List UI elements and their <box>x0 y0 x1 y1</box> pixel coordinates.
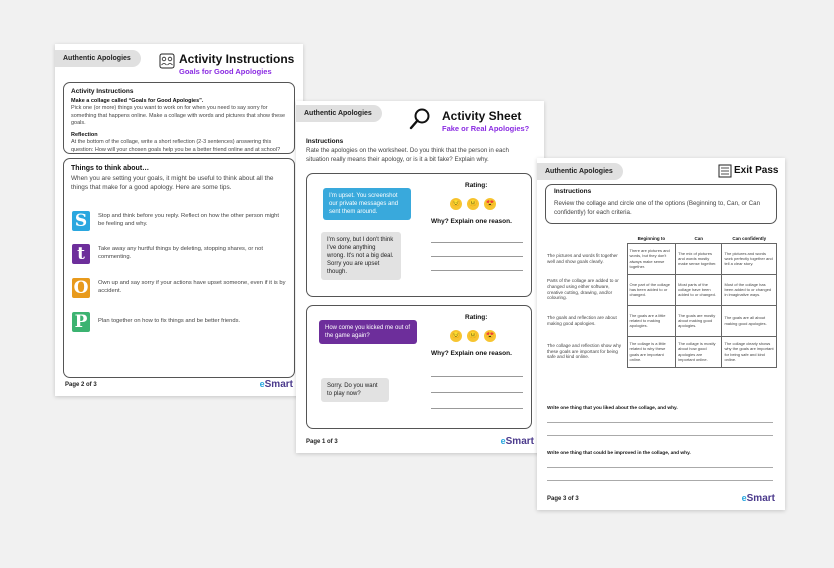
table-row: The goals and reflection are about making good apologies. The goals are a little related to making apologies. The goals are mostly about making good apologies. The goals are all about making good apologies. <box>545 305 777 336</box>
answer-line[interactable] <box>431 242 523 243</box>
sad-face-icon[interactable]: 😔 <box>450 330 462 342</box>
magnifier-icon <box>408 107 432 131</box>
things-intro: When you are setting your goals, it might be useful to think about all the things that make for a good apology. Here are some tips. <box>71 175 274 191</box>
sad-face-icon[interactable]: 😔 <box>450 198 462 210</box>
page-number: Page 3 of 3 <box>547 496 579 502</box>
instructions-heading: Activity Instructions <box>71 88 134 95</box>
things-to-think-box <box>63 158 295 378</box>
page-number: Page 1 of 3 <box>306 439 338 445</box>
instructions-text: Rate the apologies on the worksheet. Do you think that the person in each situation really means their apology, or is it a bit fake? Explain why. <box>306 147 509 163</box>
reflection-text: At the bottom of the collage, write a short reflection (2-3 sentences) answering this question: How will your chosen goals help you be a better friend online and at school? <box>71 139 281 153</box>
people-icon <box>159 53 175 69</box>
scenario-card-2 <box>306 305 532 429</box>
table-header: Can <box>694 235 704 241</box>
table-header: Can confidently <box>732 235 767 241</box>
tip-take-away <box>72 244 286 264</box>
answer-line[interactable] <box>431 376 523 377</box>
answer-line[interactable] <box>431 392 523 393</box>
tip-own-up <box>72 278 286 298</box>
reply-bubble: I'm sorry, but I don't think I've done anything wrong. It's not a big deal. Sorry you are upset though. <box>321 232 401 280</box>
instructions-text: Review the collage and circle one of the options (Beginning to, Can, or Can confidently) for each criteria. <box>554 200 761 216</box>
message-bubble: How come you kicked me out of the game again? <box>319 320 417 344</box>
page-subtitle: Fake or Real Apologies? <box>442 124 530 133</box>
question-liked: Write one thing that you liked about the collage, and why. <box>547 406 678 411</box>
table-header: Beginning to <box>637 235 666 241</box>
letter-t-icon: t <box>72 244 90 264</box>
reply-bubble: Sorry. Do you want to play now? <box>321 378 389 402</box>
neutral-face-icon[interactable]: 😐 <box>467 330 479 342</box>
page-2-activity-instructions <box>55 44 303 396</box>
tip-text: Stop and think before you reply. Reflect on how the other person might be feeling and why. <box>98 213 279 227</box>
esmart-logo: eSmart <box>500 436 534 447</box>
instructions-heading: Instructions <box>554 188 592 195</box>
rating-label: Rating: <box>465 182 488 189</box>
answer-line[interactable] <box>431 270 523 271</box>
tip-text: Take away any hurtful things by deleting, stopping shares, or not commenting. <box>98 246 263 260</box>
page-tag: Authentic Apologies <box>296 105 382 122</box>
things-heading: Things to think about… <box>71 165 150 172</box>
page-title: Exit Pass <box>734 165 779 176</box>
answer-line[interactable] <box>547 467 773 468</box>
answer-line[interactable] <box>547 435 773 436</box>
neutral-face-icon[interactable]: 😐 <box>467 198 479 210</box>
make-heading: Make a collage called “Goals for Good Apologies”. <box>71 98 204 104</box>
tip-text: Plan together on how to fix things and be better friends. <box>98 318 241 325</box>
page-title: Activity Sheet <box>442 109 522 123</box>
letter-p-icon: P <box>72 312 90 332</box>
heart-eyes-face-icon[interactable]: 😍 <box>484 198 496 210</box>
tip-text: Own up and say sorry if your actions have upset someone, even if it is by accident. <box>98 280 286 294</box>
letter-o-icon: O <box>73 278 89 298</box>
heart-eyes-face-icon[interactable]: 😍 <box>484 330 496 342</box>
esmart-logo: eSmart <box>741 493 775 504</box>
question-improved: Write one thing that could be improved in the collage, and why. <box>547 451 691 456</box>
tip-stop <box>72 211 286 231</box>
answer-line[interactable] <box>431 408 523 409</box>
page-number: Page 2 of 3 <box>65 382 97 388</box>
rubric-table <box>545 234 777 368</box>
page-title: Activity Instructions <box>179 52 295 66</box>
rating-label: Rating: <box>465 314 488 321</box>
message-bubble: I'm upset. You screenshot our private messages and sent them around. <box>323 188 411 220</box>
page-tag: Authentic Apologies <box>537 163 623 180</box>
instructions-box <box>63 82 295 154</box>
instructions-box <box>545 184 777 224</box>
esmart-logo: eSmart <box>259 379 293 390</box>
tip-plan <box>72 312 286 332</box>
table-header <box>545 234 627 243</box>
page-subtitle: Goals for Good Apologies <box>179 67 272 76</box>
page-tag: Authentic Apologies <box>55 50 141 67</box>
instructions-heading: Instructions <box>306 138 344 145</box>
page-3-exit-pass <box>537 158 785 510</box>
rating-emojis <box>450 330 496 342</box>
answer-line[interactable] <box>547 480 773 481</box>
answer-line[interactable] <box>547 422 773 423</box>
make-text: Pick one (or more) things you want to work on for when you need to say sorry for something that happens online. Make a collage with words and pictures that show these goals. <box>71 105 286 127</box>
page-1-activity-sheet <box>296 101 544 453</box>
checklist-icon <box>718 164 732 178</box>
answer-line[interactable] <box>431 256 523 257</box>
table-row: The collage and reflection show why these goals are important for being safe and kind online. The collage is a little related to why these goals are important online. The collage is mostly about how good apologies are important online. The collage clearly shows why the goals are important for being safe and kind online. <box>545 336 777 367</box>
table-row: Parts of the collage are added to or changed using either software, creative cutting, drawing, and/or colouring. One part of the collage has been added to or changed. Most parts of the collage have been added to or changed. Most of the collage has been added to or changed in imaginative ways. <box>545 274 777 305</box>
table-row: The pictures and words fit together well and show goals clearly. There are pictures and words, but they don't always make sense together. The mix of pictures and words mostly make sense together. The pictures and words work perfectly together and tell a clear story. <box>545 243 777 274</box>
letter-s-icon: S <box>72 211 90 231</box>
why-label: Why? Explain one reason. <box>431 218 512 225</box>
why-label: Why? Explain one reason. <box>431 350 512 357</box>
rating-emojis <box>450 198 496 210</box>
reflection-heading: Reflection <box>71 131 98 138</box>
scenario-card-1 <box>306 173 532 297</box>
